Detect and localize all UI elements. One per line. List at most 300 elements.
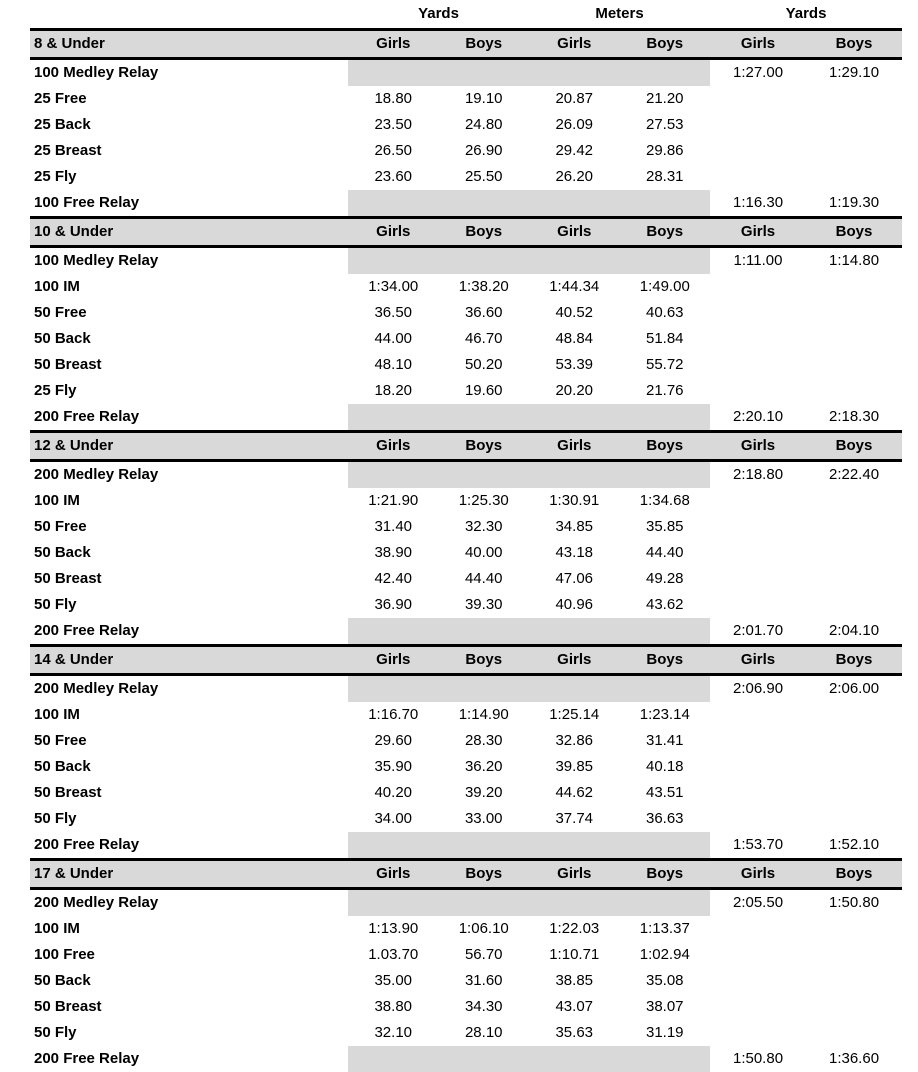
event-label: 50 Breast bbox=[34, 783, 102, 801]
time-value: 48.84 bbox=[555, 329, 594, 347]
time-value: 18.20 bbox=[374, 381, 413, 399]
event-row bbox=[30, 942, 902, 968]
event-label: 25 Fly bbox=[34, 167, 77, 185]
column-header-girls: Girls bbox=[710, 217, 806, 246]
event-label: 50 Back bbox=[34, 329, 91, 347]
time-value: 25.50 bbox=[464, 167, 503, 185]
time-value: 36.60 bbox=[464, 303, 503, 321]
time-value: 44.40 bbox=[645, 543, 684, 561]
time-value: 39.30 bbox=[464, 595, 503, 613]
time-value: 43.62 bbox=[645, 595, 684, 613]
time-value bbox=[529, 404, 620, 432]
event-label: 200 Free Relay bbox=[34, 621, 140, 639]
column-header-boys: Boys bbox=[620, 859, 711, 888]
time-value: 46.70 bbox=[464, 329, 503, 347]
time-value: 40.20 bbox=[374, 783, 413, 801]
time-value: 1:36.60 bbox=[828, 1049, 880, 1067]
time-value: 18.80 bbox=[374, 89, 413, 107]
time-value: 36.63 bbox=[645, 809, 684, 827]
column-header-girls: Girls bbox=[348, 29, 439, 58]
relay-event-row bbox=[30, 618, 902, 646]
units-label-yards-relay: Yards bbox=[710, 2, 902, 29]
time-value: 24.80 bbox=[464, 115, 503, 133]
time-value: 1:19.30 bbox=[828, 193, 880, 211]
column-header-boys: Boys bbox=[620, 431, 711, 460]
time-value: 35.85 bbox=[645, 517, 684, 535]
time-value bbox=[710, 754, 806, 780]
time-value bbox=[439, 618, 530, 646]
time-value: 36.20 bbox=[464, 757, 503, 775]
time-value bbox=[806, 138, 902, 164]
time-value bbox=[529, 190, 620, 218]
time-value: 35.08 bbox=[645, 971, 684, 989]
time-value bbox=[348, 888, 439, 916]
time-value bbox=[806, 274, 902, 300]
column-header-girls: Girls bbox=[529, 29, 620, 58]
column-header-girls: Girls bbox=[348, 431, 439, 460]
age-group-label: 12 & Under bbox=[30, 431, 348, 460]
time-value bbox=[710, 806, 806, 832]
time-value: 36.50 bbox=[374, 303, 413, 321]
time-value: 34.85 bbox=[555, 517, 594, 535]
column-header-boys: Boys bbox=[806, 431, 902, 460]
time-value: 31.19 bbox=[645, 1023, 684, 1041]
time-value bbox=[620, 246, 711, 274]
time-value: 31.40 bbox=[374, 517, 413, 535]
time-value bbox=[806, 488, 902, 514]
time-value: 26.90 bbox=[464, 141, 503, 159]
time-value bbox=[806, 352, 902, 378]
time-value bbox=[710, 514, 806, 540]
time-value bbox=[710, 488, 806, 514]
relay-event-row bbox=[30, 832, 902, 860]
relay-event-row bbox=[30, 888, 902, 916]
time-value: 2:06.00 bbox=[828, 679, 880, 697]
time-value: 39.85 bbox=[555, 757, 594, 775]
time-value bbox=[710, 916, 806, 942]
column-header-boys: Boys bbox=[439, 217, 530, 246]
time-value bbox=[710, 1020, 806, 1046]
time-value: 1:52.10 bbox=[828, 835, 880, 853]
time-value bbox=[710, 994, 806, 1020]
time-value: 1:13.90 bbox=[368, 919, 419, 937]
time-value bbox=[710, 164, 806, 190]
time-value: 19.60 bbox=[464, 381, 503, 399]
time-value: 27.53 bbox=[645, 115, 684, 133]
event-row bbox=[30, 326, 902, 352]
event-label: 50 Back bbox=[34, 757, 91, 775]
time-value bbox=[710, 968, 806, 994]
time-value bbox=[806, 728, 902, 754]
event-label: 50 Breast bbox=[34, 997, 102, 1015]
time-value: 26.09 bbox=[555, 115, 594, 133]
event-label: 50 Breast bbox=[34, 569, 102, 587]
time-value: 33.00 bbox=[464, 809, 503, 827]
time-value: 40.18 bbox=[645, 757, 684, 775]
event-label: 200 Medley Relay bbox=[34, 679, 159, 697]
column-header-boys: Boys bbox=[439, 645, 530, 674]
time-value bbox=[348, 246, 439, 274]
time-value: 50.20 bbox=[464, 355, 503, 373]
age-group-label: 8 & Under bbox=[30, 29, 348, 58]
time-value: 2:18.30 bbox=[828, 407, 880, 425]
time-value bbox=[806, 378, 902, 404]
time-value bbox=[806, 566, 902, 592]
time-value: 1:50.80 bbox=[828, 893, 880, 911]
event-label: 50 Fly bbox=[34, 809, 77, 827]
time-value: 34.30 bbox=[464, 997, 503, 1015]
time-value bbox=[620, 888, 711, 916]
time-value bbox=[620, 674, 711, 702]
units-label-meters: Meters bbox=[529, 2, 710, 29]
time-standards-table bbox=[30, 2, 902, 1072]
time-value: 38.90 bbox=[374, 543, 413, 561]
time-value bbox=[806, 514, 902, 540]
time-value: 38.07 bbox=[645, 997, 684, 1015]
time-value bbox=[439, 58, 530, 86]
event-label: 25 Fly bbox=[34, 381, 77, 399]
time-value: 1.03.70 bbox=[368, 945, 419, 963]
time-value: 28.30 bbox=[464, 731, 503, 749]
time-value: 37.74 bbox=[555, 809, 594, 827]
event-row bbox=[30, 728, 902, 754]
event-label: 50 Fly bbox=[34, 595, 77, 613]
time-value: 44.62 bbox=[555, 783, 594, 801]
time-value: 1:06.10 bbox=[458, 919, 509, 937]
event-label: 100 Free bbox=[34, 945, 95, 963]
event-row bbox=[30, 112, 902, 138]
event-row bbox=[30, 806, 902, 832]
column-header-girls: Girls bbox=[710, 29, 806, 58]
time-value: 1:44.34 bbox=[549, 277, 600, 295]
time-value bbox=[710, 86, 806, 112]
time-value bbox=[710, 540, 806, 566]
column-header-girls: Girls bbox=[710, 645, 806, 674]
time-value bbox=[439, 246, 530, 274]
time-value bbox=[439, 460, 530, 488]
time-value: 38.80 bbox=[374, 997, 413, 1015]
event-row bbox=[30, 592, 902, 618]
event-label: 50 Free bbox=[34, 303, 87, 321]
relay-event-row bbox=[30, 58, 902, 86]
event-label: 100 IM bbox=[34, 919, 80, 937]
time-value bbox=[710, 592, 806, 618]
time-value: 49.28 bbox=[645, 569, 684, 587]
time-value bbox=[529, 888, 620, 916]
time-value bbox=[806, 300, 902, 326]
time-value bbox=[529, 246, 620, 274]
time-value bbox=[806, 164, 902, 190]
time-value bbox=[806, 1020, 902, 1046]
units-label-yards: Yards bbox=[348, 2, 529, 29]
column-header-girls: Girls bbox=[529, 859, 620, 888]
age-group-label: 17 & Under bbox=[30, 859, 348, 888]
event-label: 50 Breast bbox=[34, 355, 102, 373]
time-value: 40.96 bbox=[555, 595, 594, 613]
section-header-row bbox=[30, 29, 902, 58]
time-value bbox=[806, 112, 902, 138]
event-label: 50 Back bbox=[34, 543, 91, 561]
time-value bbox=[439, 674, 530, 702]
event-row bbox=[30, 1020, 902, 1046]
time-value: 44.00 bbox=[374, 329, 413, 347]
time-value: 29.86 bbox=[645, 141, 684, 159]
column-header-girls: Girls bbox=[710, 431, 806, 460]
event-label: 50 Back bbox=[34, 971, 91, 989]
time-value: 55.72 bbox=[645, 355, 684, 373]
event-row bbox=[30, 754, 902, 780]
time-value: 2:01.70 bbox=[732, 621, 784, 639]
time-value bbox=[710, 326, 806, 352]
time-value: 23.60 bbox=[374, 167, 413, 185]
event-row bbox=[30, 540, 902, 566]
column-header-boys: Boys bbox=[439, 859, 530, 888]
time-value bbox=[806, 540, 902, 566]
time-value bbox=[806, 780, 902, 806]
column-header-girls: Girls bbox=[710, 859, 806, 888]
time-value: 2:18.80 bbox=[732, 465, 784, 483]
time-value: 29.60 bbox=[374, 731, 413, 749]
time-value: 20.20 bbox=[555, 381, 594, 399]
time-value: 43.07 bbox=[555, 997, 594, 1015]
time-value: 1:27.00 bbox=[732, 63, 784, 81]
event-label: 200 Free Relay bbox=[34, 407, 140, 425]
time-value: 23.50 bbox=[374, 115, 413, 133]
event-label: 200 Medley Relay bbox=[34, 465, 159, 483]
time-value: 19.10 bbox=[464, 89, 503, 107]
time-value bbox=[529, 618, 620, 646]
time-value: 2:06.90 bbox=[732, 679, 784, 697]
event-label: 50 Free bbox=[34, 517, 87, 535]
time-value bbox=[710, 300, 806, 326]
time-value bbox=[348, 674, 439, 702]
time-value bbox=[710, 112, 806, 138]
time-value: 1:11.00 bbox=[733, 251, 783, 269]
event-row bbox=[30, 352, 902, 378]
time-value bbox=[710, 702, 806, 728]
event-row bbox=[30, 138, 902, 164]
time-value: 26.50 bbox=[374, 141, 413, 159]
time-value bbox=[620, 190, 711, 218]
time-value bbox=[806, 994, 902, 1020]
time-value: 35.63 bbox=[555, 1023, 594, 1041]
event-label: 100 Medley Relay bbox=[34, 251, 159, 269]
event-label: 100 Medley Relay bbox=[34, 63, 159, 81]
time-value: 2:22.40 bbox=[828, 465, 880, 483]
event-label: 200 Free Relay bbox=[34, 1049, 140, 1067]
time-value: 32.30 bbox=[464, 517, 503, 535]
column-header-girls: Girls bbox=[529, 217, 620, 246]
event-label: 50 Free bbox=[34, 731, 87, 749]
event-label: 100 Free Relay bbox=[34, 193, 140, 211]
time-value: 35.00 bbox=[374, 971, 413, 989]
time-value bbox=[710, 942, 806, 968]
time-value bbox=[439, 832, 530, 860]
time-value bbox=[620, 832, 711, 860]
section-header-row bbox=[30, 431, 902, 460]
time-value bbox=[529, 58, 620, 86]
time-value bbox=[710, 566, 806, 592]
event-row bbox=[30, 780, 902, 806]
time-value bbox=[529, 460, 620, 488]
time-value bbox=[620, 618, 711, 646]
time-value bbox=[348, 618, 439, 646]
event-label: 25 Breast bbox=[34, 141, 102, 159]
time-value bbox=[806, 968, 902, 994]
time-value: 1:10.71 bbox=[549, 945, 600, 963]
time-value: 56.70 bbox=[464, 945, 503, 963]
time-value: 1:53.70 bbox=[732, 835, 784, 853]
relay-event-row bbox=[30, 246, 902, 274]
time-value bbox=[439, 888, 530, 916]
time-value bbox=[439, 190, 530, 218]
time-value bbox=[439, 404, 530, 432]
time-value: 51.84 bbox=[645, 329, 684, 347]
time-value bbox=[348, 832, 439, 860]
event-row bbox=[30, 566, 902, 592]
time-value bbox=[710, 352, 806, 378]
section-header-row bbox=[30, 217, 902, 246]
column-header-boys: Boys bbox=[806, 29, 902, 58]
units-spacer-cell bbox=[30, 2, 348, 29]
time-value: 1:14.80 bbox=[828, 251, 880, 269]
time-value: 1:16.30 bbox=[732, 193, 784, 211]
time-value: 35.90 bbox=[374, 757, 413, 775]
time-value bbox=[806, 702, 902, 728]
time-value bbox=[710, 138, 806, 164]
time-value bbox=[620, 404, 711, 432]
column-header-girls: Girls bbox=[348, 217, 439, 246]
time-value: 28.31 bbox=[645, 167, 684, 185]
event-row bbox=[30, 300, 902, 326]
time-value: 43.18 bbox=[555, 543, 594, 561]
time-value bbox=[806, 86, 902, 112]
time-value bbox=[806, 916, 902, 942]
time-value: 1:21.90 bbox=[368, 491, 419, 509]
column-header-boys: Boys bbox=[620, 645, 711, 674]
column-header-girls: Girls bbox=[529, 431, 620, 460]
time-value: 1:23.14 bbox=[639, 705, 690, 723]
time-value: 26.20 bbox=[555, 167, 594, 185]
time-value: 2:05.50 bbox=[732, 893, 784, 911]
time-value bbox=[806, 806, 902, 832]
event-label: 100 IM bbox=[34, 491, 80, 509]
event-label: 100 IM bbox=[34, 705, 80, 723]
time-value bbox=[710, 274, 806, 300]
time-value: 2:04.10 bbox=[828, 621, 880, 639]
time-value: 31.41 bbox=[645, 731, 684, 749]
time-value: 1:50.80 bbox=[732, 1049, 784, 1067]
time-value: 42.40 bbox=[374, 569, 413, 587]
column-header-girls: Girls bbox=[348, 859, 439, 888]
column-header-boys: Boys bbox=[439, 29, 530, 58]
age-group-label: 10 & Under bbox=[30, 217, 348, 246]
column-header-boys: Boys bbox=[806, 217, 902, 246]
time-value: 1:16.70 bbox=[368, 705, 419, 723]
column-header-boys: Boys bbox=[806, 859, 902, 888]
time-value: 1:38.20 bbox=[458, 277, 509, 295]
section-header-row bbox=[30, 859, 902, 888]
units-header-row bbox=[30, 2, 902, 29]
column-header-boys: Boys bbox=[806, 645, 902, 674]
time-value: 34.00 bbox=[374, 809, 413, 827]
time-value: 39.20 bbox=[464, 783, 503, 801]
time-value: 21.76 bbox=[645, 381, 684, 399]
time-value: 53.39 bbox=[555, 355, 594, 373]
time-value: 1:25.14 bbox=[549, 705, 600, 723]
time-value: 43.51 bbox=[645, 783, 684, 801]
time-value: 1:25.30 bbox=[458, 491, 509, 509]
time-value bbox=[529, 832, 620, 860]
event-row bbox=[30, 274, 902, 300]
time-value: 1:34.68 bbox=[639, 491, 690, 509]
time-value: 1:13.37 bbox=[639, 919, 690, 937]
event-label: 25 Back bbox=[34, 115, 91, 133]
time-value: 1:14.90 bbox=[458, 705, 509, 723]
time-value bbox=[710, 728, 806, 754]
column-header-boys: Boys bbox=[620, 29, 711, 58]
time-value bbox=[529, 674, 620, 702]
time-value bbox=[348, 404, 439, 432]
time-value: 32.10 bbox=[374, 1023, 413, 1041]
time-value: 36.90 bbox=[374, 595, 413, 613]
time-value bbox=[806, 326, 902, 352]
time-value bbox=[806, 592, 902, 618]
time-value: 29.42 bbox=[555, 141, 594, 159]
column-header-boys: Boys bbox=[439, 431, 530, 460]
time-value bbox=[620, 460, 711, 488]
event-row bbox=[30, 916, 902, 942]
column-header-boys: Boys bbox=[620, 217, 711, 246]
time-value: 1:22.03 bbox=[549, 919, 600, 937]
event-label: 100 IM bbox=[34, 277, 80, 295]
column-header-girls: Girls bbox=[348, 645, 439, 674]
event-row bbox=[30, 86, 902, 112]
time-value: 32.86 bbox=[555, 731, 594, 749]
time-value bbox=[710, 378, 806, 404]
time-value: 1:34.00 bbox=[368, 277, 419, 295]
time-value bbox=[348, 460, 439, 488]
relay-event-row bbox=[30, 404, 902, 432]
relay-event-row bbox=[30, 674, 902, 702]
time-value: 40.52 bbox=[555, 303, 594, 321]
time-value: 40.00 bbox=[464, 543, 503, 561]
event-label: 25 Free bbox=[34, 89, 87, 107]
event-row bbox=[30, 968, 902, 994]
relay-event-row bbox=[30, 460, 902, 488]
time-value: 1:02.94 bbox=[639, 945, 690, 963]
time-value: 47.06 bbox=[555, 569, 594, 587]
relay-event-row bbox=[30, 190, 902, 218]
time-value bbox=[348, 58, 439, 86]
event-label: 200 Free Relay bbox=[34, 835, 140, 853]
time-value: 28.10 bbox=[464, 1023, 503, 1041]
time-value: 1:49.00 bbox=[639, 277, 690, 295]
time-value bbox=[348, 190, 439, 218]
time-value bbox=[806, 942, 902, 968]
time-value: 20.87 bbox=[555, 89, 594, 107]
time-value: 21.20 bbox=[645, 89, 684, 107]
time-value: 40.63 bbox=[645, 303, 684, 321]
section-header-row bbox=[30, 645, 902, 674]
column-header-girls: Girls bbox=[529, 645, 620, 674]
event-row bbox=[30, 378, 902, 404]
time-value: 48.10 bbox=[374, 355, 413, 373]
event-row bbox=[30, 164, 902, 190]
event-row bbox=[30, 488, 902, 514]
time-value: 44.40 bbox=[464, 569, 503, 587]
time-value: 31.60 bbox=[464, 971, 503, 989]
